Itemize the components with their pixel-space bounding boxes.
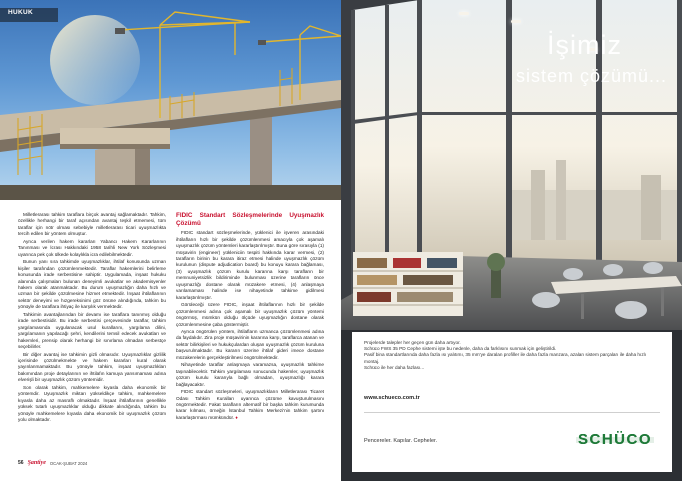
paragraph: Son olarak tahkim, mahkemelere kıyasla daha ekonomik bir yöntemdir. Uyuşmazlık miktarı yükseldikçe tahkim, mahkemelere kıyasla daha az masraflı olmaktadır. İnşaat ihtilaflarının genellikle yüksek tutarlı uyuşmazlıklar olduğu dikkate alındığında, tahkim bu yönüyle mahkemelere kıyasla daha ekonomik bir uyuşmazlık çözüm yolu olmaktadır. — [18, 384, 166, 423]
ad-body-line: Projelerde talepler her geçen gün daha artıyor. — [364, 340, 461, 345]
ad-body-line: Pasif bina standartlarında daha fazla ısı yalıtımı, 35 mm'ye daralan profiller ile daha fazla manzara, azalan sistem parçaları ile daha hızlı montaj. — [364, 352, 647, 364]
bridge-crane-illustration — [0, 0, 341, 200]
paragraph: Bir diğer avantaj ise tahkimin gizli olmasıdır. Uyuşmazlıklar gizlilik içerisinde çözülmekmekte ve hakem kararları kural olarak yayınlanmamaktadır. Bu yönüyle tahkim, inşaat uyuşmazlıkları bakımından proje detaylarının ve ihtilafın kamuya yansımaması adına elverişli bir uyuşmazlık çözüm yöntemidir. — [18, 351, 166, 383]
page-footer — [18, 460, 87, 466]
section-heading: FIDIC Standart Sözleşmelerinde Uyuşmazlık Çözümü — [176, 212, 324, 227]
issue-date: OCAK-ŞUBAT 2024 — [49, 460, 88, 466]
end-mark-icon: ♦ — [235, 414, 238, 420]
schuco-logo — [576, 430, 654, 450]
page-number: 56 — [18, 460, 24, 466]
paragraph: Milletlerarası tahkim taraflara birçok avantaj sağlamaktadır. Tahkim, özellikle herhangi bir taraf açısından avantaj teşkil etmemesi, tüm taraflar için nötr olması sebebiyle milletlerarası ticari uyuşmazlıkta tercih edilen bir yöntem olmuştur. — [18, 212, 166, 237]
paragraph: FIDIC standart sözleşmelerinde, yüklenici ile işveren arasındaki ihtilafların hızlı bir şekilde çözümlenmesi amacıyla çok aşamalı uyuşmazlık çözüm yöntemleri kararlaştırılmıştır. Buna göre sırasıyla (1) müşavirin (engineer) yükleniciin tespiti hakkında karar vermesi, (2) tarafların birinin bu karara itiraz etmesi halinde uyuşmazlık çözüm kurulunun (dispute adjudication board) bu konuyu karara bağlaması, (3) uyuşmazlık çözüm kurulu kararına karşı tarafların bir memnuniyetsizlik bildiriminde bulunması üzerine tarafların önce uyuşmazlığı dostane olarak müzakere etmesi, (4) anlaşmaya varılamaması halinde ise nihayetinde tahkime gidilmesi kararlaştırılmıştır. — [176, 230, 324, 300]
logo-wordmark: SCHÜCO — [577, 431, 652, 448]
website-link[interactable]: www.schueco.com.tr — [364, 395, 420, 401]
magazine-name: Şantiye — [27, 460, 46, 466]
ceiling-light — [459, 12, 469, 15]
paragraph: Nihayetinde taraflar anlaşmaya varamazsa, uyuşmazlık tahkime taşınabilecektir. Tahkim yargılaması sonucunda hakemler, uyuşmazlık çözüm kurulu kararıyla bağlı olmadan, uyuşmazlığı karara bağlayacaktır. — [176, 362, 324, 387]
section-tag: HUKUK — [8, 9, 33, 16]
paragraph: Görüleceği üzere FIDIC, inşaat ihtilaflarının hızlı bir şekilde çözümlenmesi adına çok aşamalı bir uyuşmazlık çözüm yöntemi öngörmüş, mümkün olduğu ölçüde uyuşmazlığın dostane olarak çözümlenmesine çaba göstermiştir. — [176, 302, 324, 327]
article-column-2 — [176, 212, 324, 422]
ad-tagline: Pencereler. Kapılar. Cepheler. — [364, 438, 438, 444]
paragraph — [176, 389, 324, 421]
ad-body — [364, 340, 660, 371]
ad-text-panel — [352, 332, 672, 472]
paragraph: Ayrıca öngörülen yöntem, ihtilafların uzmanca çözümlenmesi adına da faydalıdır. Zira proje müşavirinin kararına karşı, taraflarca atanan ve sektör bilirkişileri ve hukukçulardan oluşan uyuşmazlık çözüm kuruluna başvurulmaktadır. Bu kararın üzerine ihtilaf gideri imece dostane müzakerelerin gerçekleştirilmesi öngörülmektedir. — [176, 328, 324, 360]
paragraph: Tahkimin avantajlarından bir devamı ise taraflara tanınmış olduğu irade serbestisidir. Bu irade serbestisi çerçevesinde taraflar, tahkim yargılamasında uygulanacak usul kurallarını, yargılama dilini, yargılamanın yapılacağı şehri, kendilerini temsil edecek avukatları ve hakemleri, prensip olarak herhangi bir sınırlama olmadan serbestçe seçebilirler. — [18, 311, 166, 350]
ceiling-light — [511, 20, 521, 23]
paragraph: Bunun yanı sıra tahkimde uyuşmazlıklar, ihtilaf konusunda uzman kişiler tarafından çözümlenmektedir. Taraflar hakemlerini belirleme konusunda irade serbestisine sahiptir. Uygulamada, inşaat hukuku alanında çalışmaları bulunan deneyimli avukatlar ve akademisyenler hakem olarak atanmaktadır. Bu durum uyuşmazlığın daha hızlı ve uzman bir şekilde çözülmesine hizmet etmektedir. İnşaat ihtilaflarının sektör deneyimi ve hızgereksinimi göz önüne alındığında, tahkim bu yönüyle de taraflara ihtiyaç ile karşılık vermektedir. — [18, 259, 166, 310]
paragraph: Ayrıca verilen hakem kararları Yabancı Hakem Kararlarının Tanınması ve İcrası Hakkındaki 1958 tarihli New York Sözleşmesi uyarınca pek çok ülkede kolaylıkla icra edilebilmektedir. — [18, 238, 166, 257]
office-interior-photo — [341, 0, 682, 330]
ad-body-line: Schüco ile her daha fazlası... — [364, 364, 425, 370]
construction-photo — [0, 0, 341, 200]
paragraph-text: FIDIC standart sözleşmeleri, uyuşmazlıkların Milletlerarası Ticaret Odası Tahkim Kuralları uyarınca çözüme kavuşturulmasını öngörmektedir. Fakat tarafların alternatif bir başka tahkim kurumunda karar kılması, örneğin İstanbul Tahkim Merkezi'nin tahkim şartını kararlaştırması mümkündür. — [176, 389, 324, 420]
ad-headline-line1: İşimiz — [547, 30, 622, 60]
article-column-1 — [18, 212, 166, 425]
divider — [364, 412, 660, 413]
ad-headline-line2: sistem çözümü... — [515, 66, 667, 86]
right-page-advertisement — [341, 0, 682, 481]
ad-body-line: Schüco FWS 35 PD Cephe sistemi işte bu nedenle, daha da farklısını sunmak için geliştirildi. — [364, 346, 557, 352]
